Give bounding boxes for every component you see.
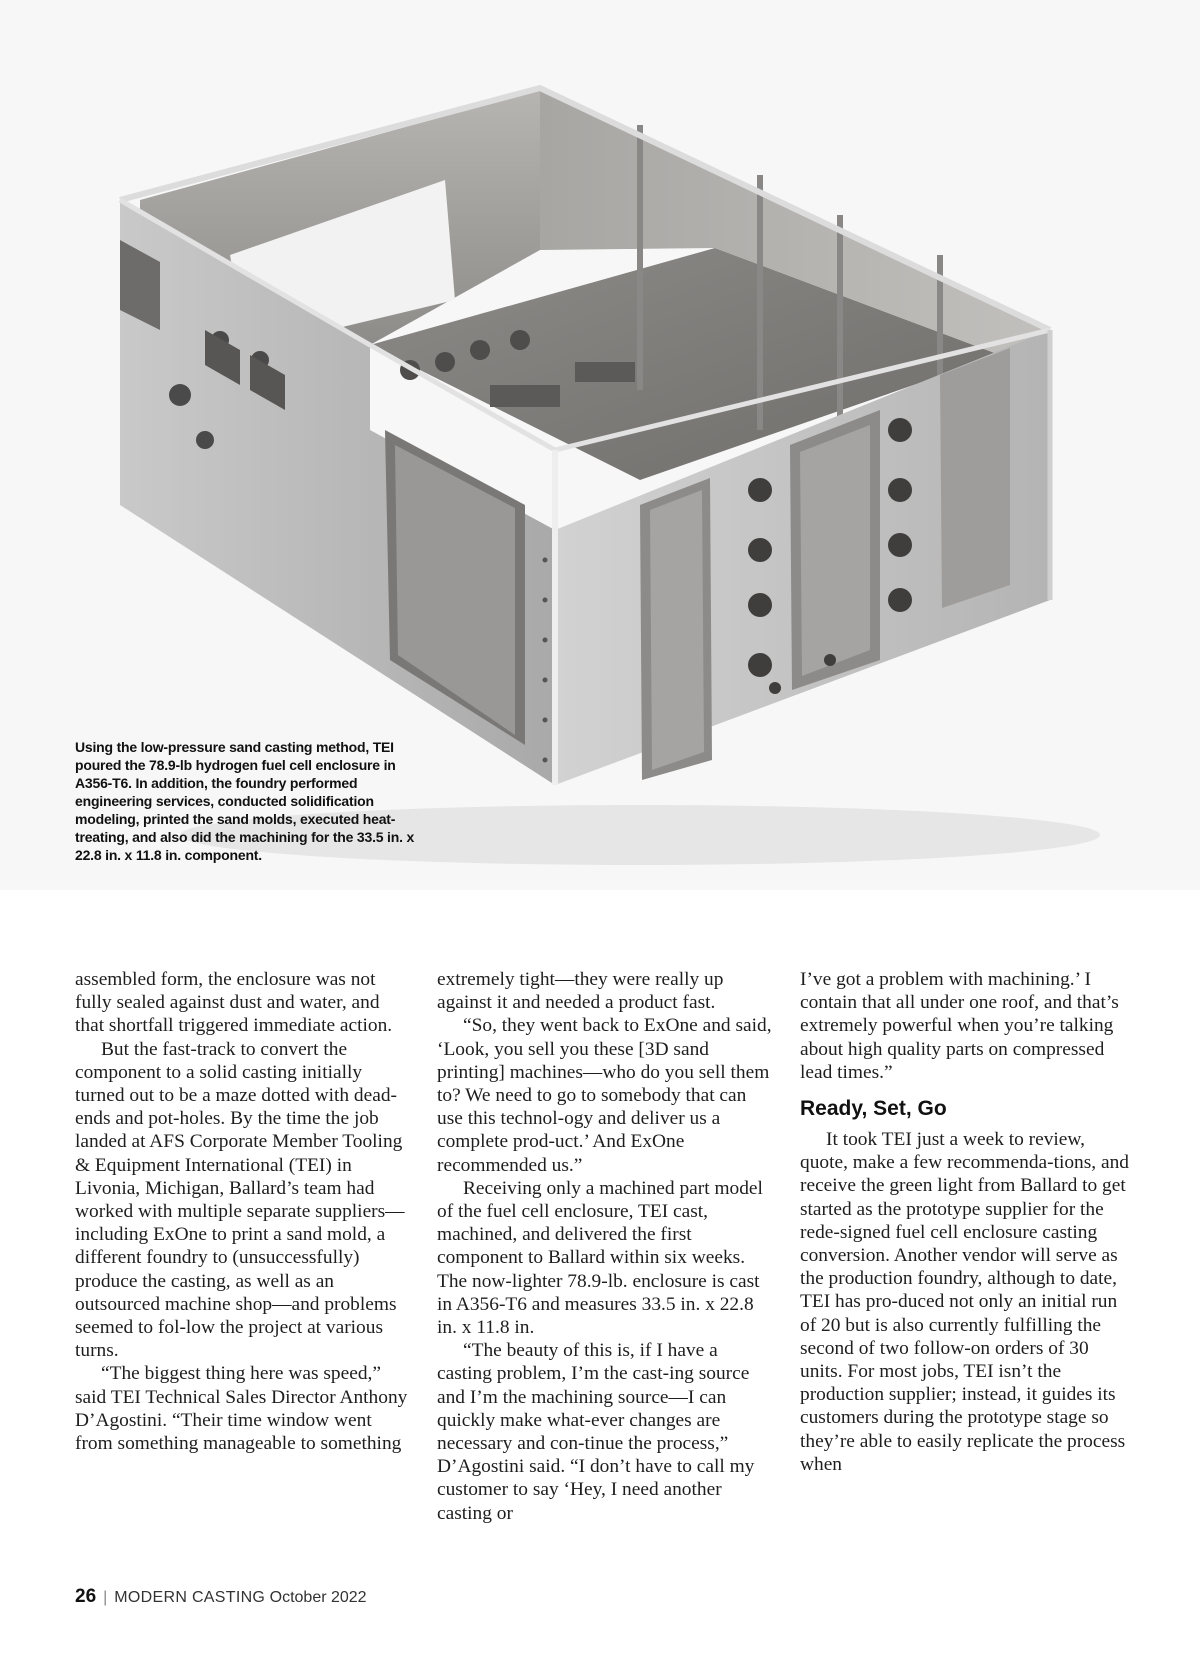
photo-caption: Using the low-pressure sand casting method, TEI poured the 78.9-lb hydrogen fuel cell enclosure in A356-T6. In addition, the foundry performed engineering services, conducted solidification modeling, printed the sand molds, executed heat-treating, and also did the machining for the 33.5 in. x 22.8 in. x 11.8 in. component. bbox=[75, 739, 415, 863]
paragraph: But the fast-track to convert the component to a solid casting initially turned out to be a maze dotted with dead-ends and pot-holes. By the time the job landed at AFS Corporate Member Tooling & Equipment International (TEI) in Livonia, Michigan, Ballard’s team had worked with multiple separate suppliers—including ExOne to print a sand mold, a different foundry to (unsuccessfully) produce the casting, as well as an outsourced machine shop—and problems seemed to fol-low the project at various turns. bbox=[75, 1038, 405, 1362]
footer-separator: | bbox=[103, 1589, 108, 1606]
magazine-name: MODERN CASTING bbox=[114, 1589, 266, 1606]
issue-date: October 2022 bbox=[269, 1589, 367, 1606]
page-footer bbox=[75, 1586, 367, 1608]
paragraph: It took TEI just a week to review, quote, make a few recommenda-tions, and receive the green light from Ballard to get started as the prototype supplier for the rede-signed fuel cell enclosure casting conversion. Another vendor will serve as the production foundry, although to date, TEI has pro-duced not only an initial run of 20 but is also currently fulfilling the second of two follow-on orders of 30 units. For most jobs, TEI isn’t the production supplier; instead, it guides its customers during the prototype stage so they’re able to easily replicate the process when bbox=[800, 1129, 1129, 1475]
paragraph: assembled form, the enclosure was not fully sealed against dust and water, and that shortfall triggered immediate action. bbox=[75, 969, 393, 1037]
article-column-3 bbox=[800, 968, 1135, 1476]
article-column-2 bbox=[437, 968, 772, 1525]
paragraph: extremely tight—they were really up against it and needed a product fast. bbox=[437, 969, 724, 1014]
paragraph: Receiving only a machined part model of the fuel cell enclosure, TEI cast, machined, and delivered the first component to Ballard within six weeks. The now-lighter 78.9-lb. enclosure is cast in A356-T6 and measures 33.5 in. x 22.8 in. x 11.8 in. bbox=[437, 1177, 763, 1339]
paragraph: “The biggest thing here was speed,” said TEI Technical Sales Director Anthony D’Agostini. “Their time window went from something manageable to something bbox=[75, 1363, 408, 1455]
section-heading: Ready, Set, Go bbox=[800, 1097, 947, 1121]
paragraph: “The beauty of this is, if I have a casting problem, I’m the cast-ing source and I’m the machining source—I can quickly make what-ever changes are necessary and con-tinue the process,” D’Agostini said. “I don’t have to call my customer to say ‘Hey, I need another casting or bbox=[437, 1340, 755, 1524]
paragraph: I’ve got a problem with machining.’ I contain that all under one roof, and that’s extremely powerful when you’re talking about high quality parts on compressed lead times.” bbox=[800, 969, 1119, 1083]
article-column-1 bbox=[75, 968, 410, 1455]
page-number: 26 bbox=[75, 1586, 97, 1607]
paragraph: “So, they went back to ExOne and said, ‘Look, you sell you these [3D sand printing] machines—who do you sell them to? We need to go to somebody that can use this technol-ogy and deliver us a complete prod-uct.’ And ExOne recommended us.” bbox=[437, 1015, 772, 1176]
